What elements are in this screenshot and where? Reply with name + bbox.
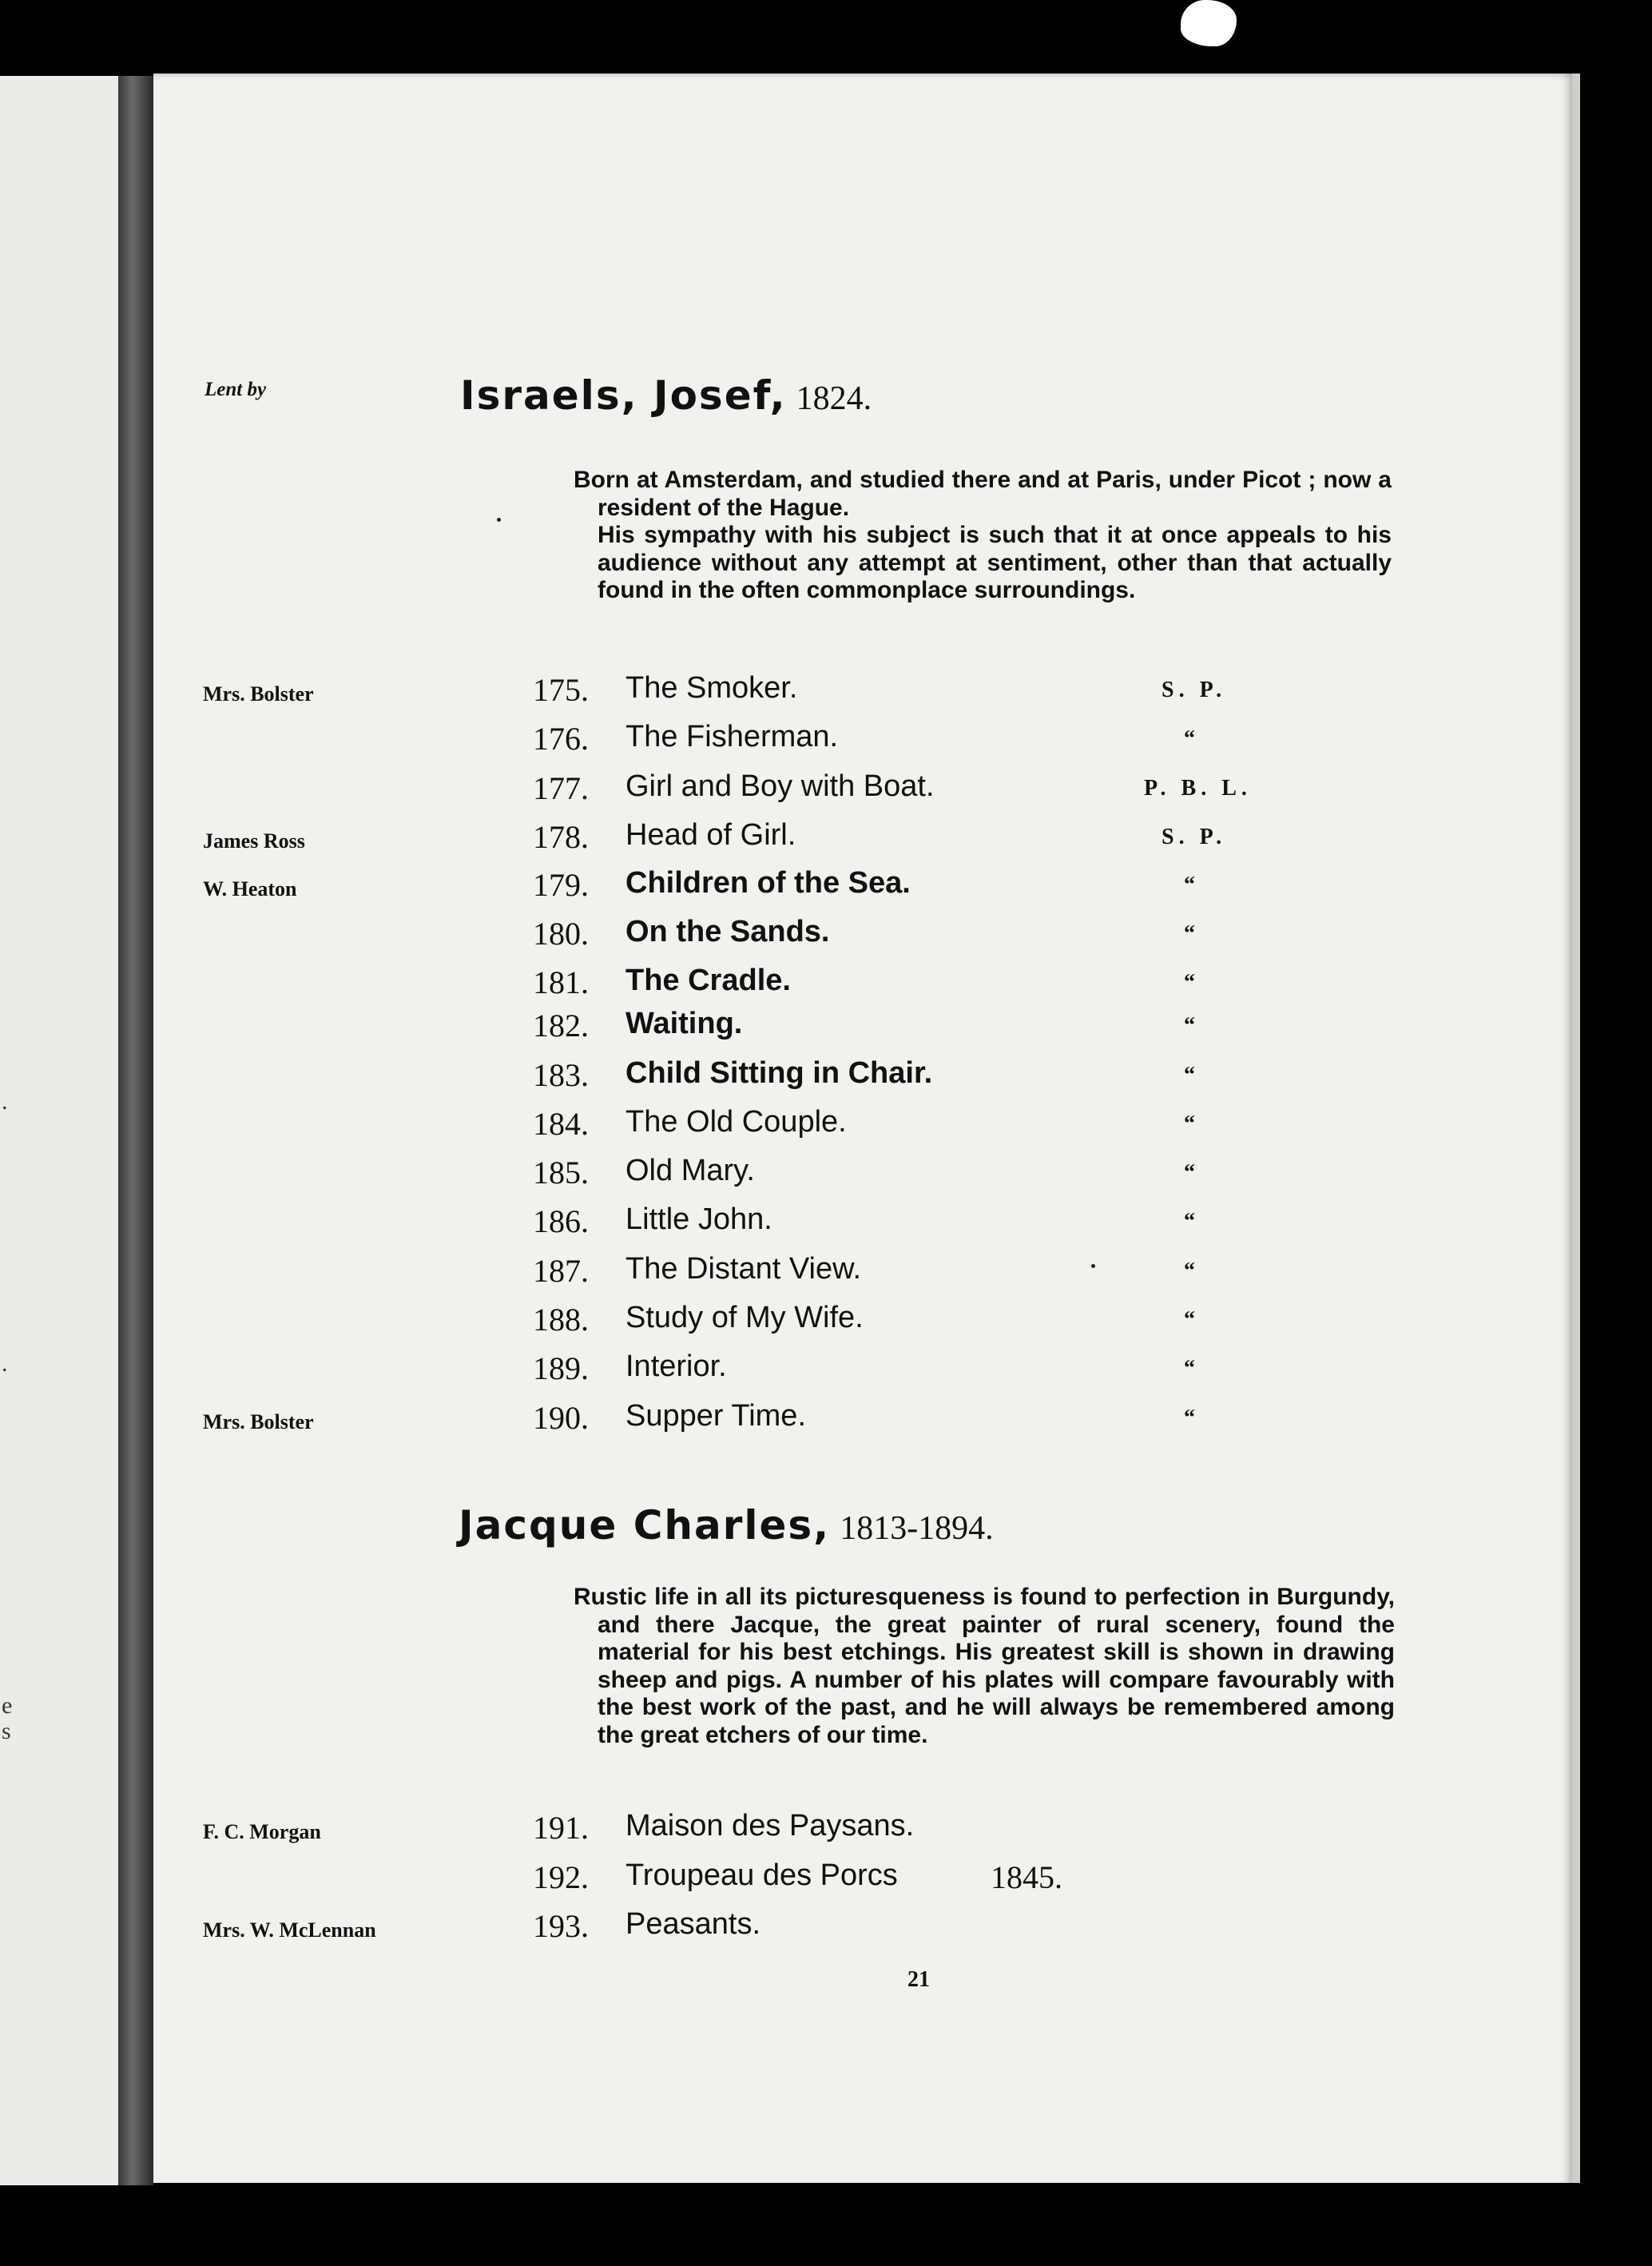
catalogue-entry (0, 671, 1652, 711)
catalogue-entry (0, 915, 1652, 955)
bio-paragraph: Born at Amsterdam, and studied there and at Paris, under Picot ; now a resident of the Hague. (574, 467, 1392, 521)
bio-paragraph: Rustic life in all its picturesqueness is found to perfection in Burgundy, and there Jacque, the great painter of rural scenery, found the material for his best etchings. His greatest skill is shown in drawing sheep and pigs. A number of his plates will compare favourably with the best work of the past, and he will always be remembered among the great etchers of our time. (574, 1584, 1395, 1748)
entry-number: 183. (533, 1057, 589, 1093)
entry-medium: “ (1184, 1258, 1195, 1283)
entry-number: 188. (533, 1302, 589, 1338)
lent-by-label: Lent by (205, 379, 267, 400)
entry-number: 178. (533, 819, 589, 855)
catalogue-entry (0, 1809, 1652, 1849)
entry-title: Maison des Paysans. (625, 1809, 915, 1843)
catalogue-entry (0, 1301, 1652, 1341)
artist-bio-jacque (574, 1584, 1395, 1749)
entry-title: The Old Couple. (625, 1105, 847, 1139)
entry-number: 176. (533, 721, 589, 757)
prev-page-mark: e (2, 1692, 13, 1719)
catalogue-entry (0, 1859, 1652, 1898)
catalogue-entry (0, 1154, 1652, 1194)
entry-medium: “ (1184, 1356, 1195, 1381)
entry-title: Study of My Wife. (625, 1301, 864, 1334)
lender-name: Mrs. Bolster (203, 682, 314, 706)
entry-number: 190. (533, 1400, 589, 1436)
entry-medium: “ (1184, 1063, 1195, 1087)
entry-medium: P. B. L. (1144, 776, 1252, 801)
catalogue-entry (0, 1252, 1652, 1292)
entry-number: 185. (533, 1155, 589, 1191)
entry-medium: “ (1184, 1160, 1195, 1185)
entry-title: Head of Girl. (625, 818, 796, 852)
entry-number: 193. (533, 1908, 589, 1944)
entry-number: 187. (533, 1253, 589, 1289)
entry-number: 175. (533, 672, 589, 708)
lender-name: F. C. Morgan (203, 1820, 321, 1843)
catalogue-entry (0, 1105, 1652, 1145)
catalogue-entry (0, 964, 1652, 1004)
entry-medium: “ (1184, 1111, 1195, 1136)
entry-title: Old Mary. (625, 1154, 755, 1187)
artist-dates: 1813-1894. (840, 1510, 994, 1547)
entry-title: The Cradle. (625, 964, 791, 997)
entry-medium: “ (1184, 1405, 1195, 1430)
prev-page-mark: s (2, 1718, 11, 1744)
artist-name: Jacque Charles, (459, 1502, 831, 1548)
prev-page-mark: . (2, 1088, 8, 1115)
lender-name: Mrs. W. McLennan (203, 1918, 376, 1942)
entry-number: 186. (533, 1203, 589, 1239)
entry-number: 182. (533, 1008, 589, 1044)
catalogue-entry (0, 818, 1652, 858)
entry-title: Children of the Sea. (625, 866, 911, 900)
entry-medium: “ (1184, 921, 1195, 946)
scan-blot (1181, 0, 1237, 46)
entry-title: Girl and Boy with Boat. (625, 769, 935, 803)
entry-medium: “ (1184, 1209, 1195, 1234)
entry-medium: S. P. (1162, 825, 1227, 849)
entry-title: Troupeau des Porcs (625, 1859, 898, 1892)
entry-medium: “ (1184, 1307, 1195, 1332)
lender-name: W. Heaton (203, 877, 297, 900)
catalogue-entry (0, 1907, 1652, 1947)
entry-title: Interior. (625, 1350, 727, 1383)
artist-dates: 1824. (796, 380, 872, 417)
artist-heading-jacque (459, 1502, 994, 1548)
entry-title: The Smoker. (625, 671, 798, 705)
entry-number: 180. (533, 916, 589, 952)
entry-medium: “ (1184, 970, 1195, 995)
catalogue-entry (0, 1203, 1652, 1242)
entry-title: Peasants. (625, 1907, 760, 1941)
entry-medium: S. P. (1162, 678, 1227, 702)
artist-name: Israels, Josef, (460, 372, 787, 419)
entry-medium: “ (1184, 726, 1195, 751)
catalogue-entry (0, 1350, 1652, 1389)
entry-title: Little John. (625, 1203, 772, 1236)
catalogue-entry (0, 1056, 1652, 1096)
entry-title: The Fisherman. (625, 720, 839, 753)
entry-title: The Distant View. (625, 1252, 862, 1286)
catalogue-entry (0, 1007, 1652, 1047)
artist-bio-israels (574, 467, 1392, 605)
print-speck (497, 518, 501, 522)
page-number: 21 (907, 1967, 930, 1992)
catalogue-entry (0, 866, 1652, 906)
entry-number: 192. (533, 1859, 589, 1895)
entry-number: 181. (533, 964, 589, 1000)
catalogue-entry (0, 720, 1652, 760)
entry-title: Supper Time. (625, 1399, 806, 1433)
bio-paragraph: His sympathy with his subject is such that it at once appeals to his audience without any attempt at sentiment, other than that actually found in the often commonplace surroundings. (598, 522, 1392, 603)
entry-title: On the Sands. (625, 915, 830, 948)
lender-name: Mrs. Bolster (203, 1410, 314, 1433)
print-speck (1091, 1264, 1095, 1268)
prev-page-mark: . (2, 1350, 8, 1377)
entry-medium: “ (1184, 1013, 1195, 1038)
artist-heading-israels (460, 372, 872, 419)
catalogue-entry (0, 1399, 1652, 1439)
entry-medium: “ (1184, 873, 1195, 897)
catalogue-entry (0, 769, 1652, 809)
entry-title: Child Sitting in Chair. (625, 1056, 933, 1090)
entry-number: 191. (533, 1810, 589, 1846)
entry-number: 184. (533, 1106, 589, 1142)
entry-number: 177. (533, 770, 589, 806)
entry-number: 179. (533, 867, 589, 903)
entry-year: 1845. (991, 1859, 1062, 1895)
entry-number: 189. (533, 1350, 589, 1386)
entry-title: Waiting. (625, 1007, 743, 1040)
lender-name: James Ross (203, 829, 305, 853)
